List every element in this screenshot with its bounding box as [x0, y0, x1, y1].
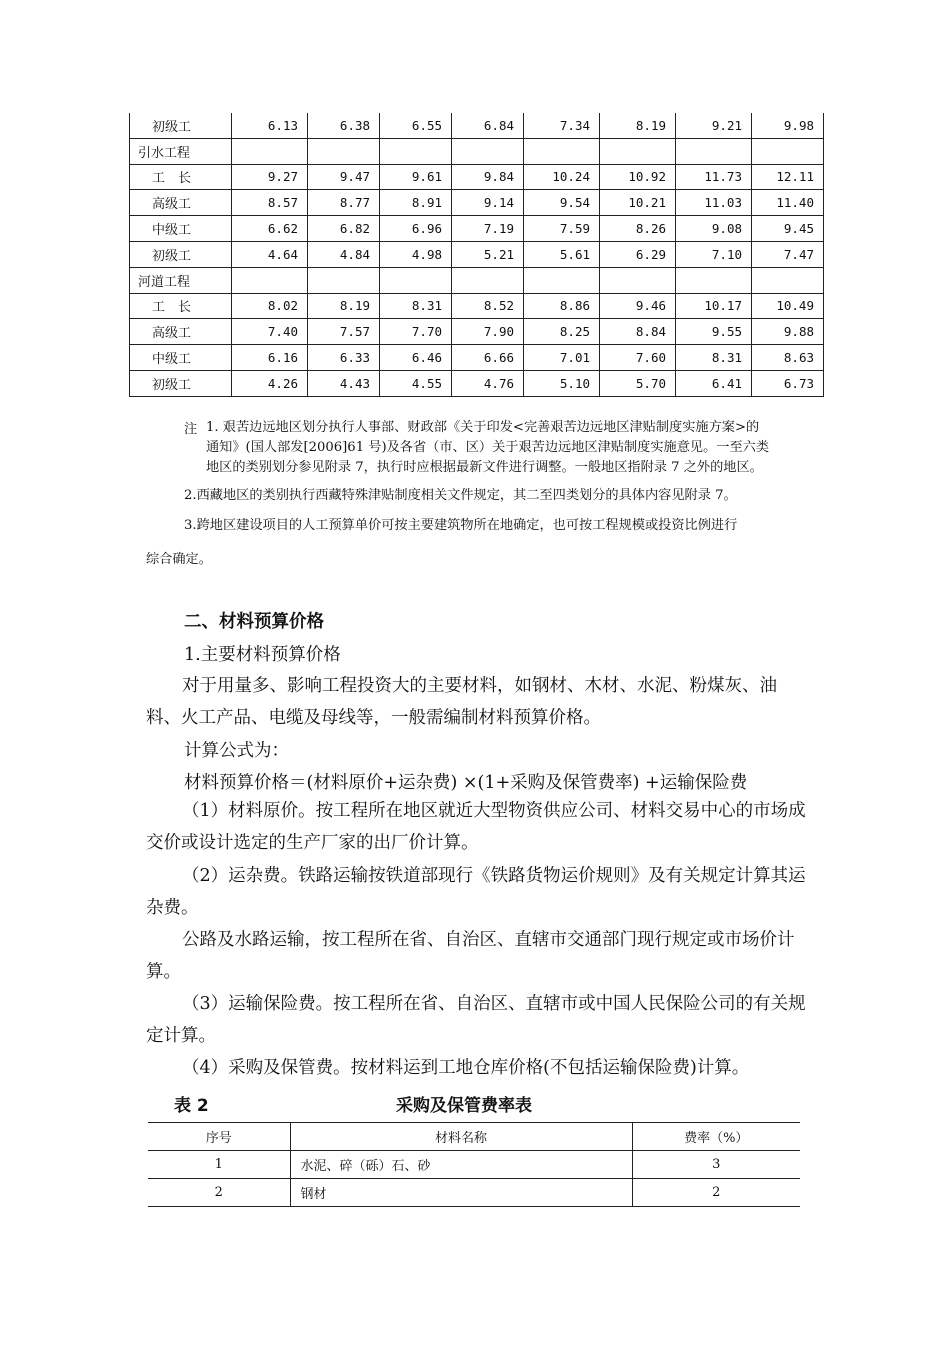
empty-cell	[232, 267, 308, 293]
table-cell: 6.29	[600, 241, 676, 267]
table-cell: 4.55	[380, 370, 452, 396]
section-heading: 二、材料预算价格	[184, 612, 324, 632]
table-title: 采购及保管费率表	[396, 1096, 532, 1116]
table-cell: 6.38	[308, 113, 380, 138]
table-cell: 9.54	[524, 190, 600, 216]
item-2: （2）运杂费。铁路运输按铁道部现行《铁路货物运价规则》及有关规定计算其运杂费。	[146, 866, 806, 918]
table-cell: 9.08	[676, 216, 752, 242]
table-cell: 7.47	[752, 241, 824, 267]
table-cell: 4.43	[308, 370, 380, 396]
table-row	[130, 370, 824, 396]
row-label: 高级工	[130, 319, 232, 345]
wage-rate-table	[129, 113, 824, 397]
table-cell: 4.98	[380, 241, 452, 267]
row-label: 工 长	[130, 293, 232, 319]
row-label: 初级工	[130, 113, 232, 138]
empty-cell	[752, 138, 824, 164]
table-cell: 9.61	[380, 164, 452, 190]
table-cell: 1	[148, 1151, 290, 1179]
table-cell: 9.14	[452, 190, 524, 216]
empty-cell	[524, 138, 600, 164]
table-cell: 8.86	[524, 293, 600, 319]
table-cell: 9.45	[752, 216, 824, 242]
item-2-continued: 公路及水路运输，按工程所在省、自治区、直辖市交通部门现行规定或市场价计算。	[146, 930, 795, 982]
table-cell: 7.34	[524, 113, 600, 138]
table-cell: 7.70	[380, 319, 452, 345]
table-cell: 7.40	[232, 319, 308, 345]
section-row	[130, 138, 824, 164]
note-prefix: 注	[184, 422, 198, 437]
table-cell: 10.49	[752, 293, 824, 319]
table-cell: 6.13	[232, 113, 308, 138]
table-cell: 3	[632, 1151, 800, 1179]
table-row	[130, 190, 824, 216]
note-1-line-1: 1. 艰苦边远地区划分执行人事部、财政部《关于印发<完善艰苦边远地区津贴制度实施方案>的	[206, 420, 760, 435]
table-cell: 4.76	[452, 370, 524, 396]
table-cell: 8.57	[232, 190, 308, 216]
item-1: （1）材料原价。按工程所在地区就近大型物资供应公司、材料交易中心的市场成交价或设计选定的生产厂家的出厂价计算。	[146, 801, 806, 853]
table-row	[130, 113, 824, 138]
note-3: 3.跨地区建设项目的人工预算单价可按主要建筑物所在地确定，也可按工程规模或投资比例进行	[184, 518, 738, 533]
empty-cell	[452, 138, 524, 164]
table-cell: 5.61	[524, 241, 600, 267]
table-cell: 6.66	[452, 345, 524, 371]
table-cell: 5.21	[452, 241, 524, 267]
table-cell: 8.25	[524, 319, 600, 345]
table-cell: 5.70	[600, 370, 676, 396]
table-cell: 9.47	[308, 164, 380, 190]
row-label: 初级工	[130, 370, 232, 396]
table-cell: 10.24	[524, 164, 600, 190]
empty-cell	[380, 267, 452, 293]
table-cell: 9.88	[752, 319, 824, 345]
empty-cell	[524, 267, 600, 293]
note-1-line-2: 通知》(国人部发[2006]61 号)及各省（市、区）关于艰苦边远地区津贴制度实施意见。一至六类	[206, 440, 770, 455]
table-cell: 8.19	[600, 113, 676, 138]
item-3: （3）运输保险费。按工程所在省、自治区、直辖市或中国人民保险公司的有关规定计算。	[146, 994, 806, 1046]
header-row	[148, 1123, 800, 1151]
table-cell: 10.17	[676, 293, 752, 319]
table-cell: 12.11	[752, 164, 824, 190]
table-cell: 6.41	[676, 370, 752, 396]
table-cell: 6.96	[380, 216, 452, 242]
row-label: 高级工	[130, 190, 232, 216]
table-cell: 10.21	[600, 190, 676, 216]
table-cell: 2	[148, 1179, 290, 1207]
empty-cell	[600, 267, 676, 293]
table-cell: 7.19	[452, 216, 524, 242]
formula: 材料预算价格＝(材料原价+运杂费) ×(1+采购及保管费率) +运输保险费	[184, 773, 748, 793]
table-label: 表 2	[174, 1096, 209, 1116]
table-cell: 8.02	[232, 293, 308, 319]
item-4: （4）采购及保管费。按材料运到工地仓库价格(不包括运输保险费)计算。	[182, 1058, 750, 1078]
table-cell: 8.52	[452, 293, 524, 319]
note-3-continuation: 综合确定。	[146, 552, 212, 567]
table-cell: 9.98	[752, 113, 824, 138]
column-header: 序号	[148, 1123, 290, 1151]
table-cell: 9.55	[676, 319, 752, 345]
formula-label: 计算公式为：	[184, 741, 289, 761]
empty-cell	[752, 267, 824, 293]
row-label: 工 长	[130, 164, 232, 190]
empty-cell	[452, 267, 524, 293]
table-cell: 8.77	[308, 190, 380, 216]
empty-cell	[380, 138, 452, 164]
table-cell: 水泥、碎（砾）石、砂	[290, 1151, 632, 1179]
row-label: 初级工	[130, 241, 232, 267]
note-2: 2.西藏地区的类别执行西藏特殊津贴制度相关文件规定，其二至四类划分的具体内容见附录 7。	[184, 488, 737, 503]
row-label: 引水工程	[130, 138, 232, 164]
table-cell: 8.26	[600, 216, 676, 242]
table-row	[130, 293, 824, 319]
table-cell: 8.91	[380, 190, 452, 216]
procurement-rate-table	[148, 1122, 800, 1207]
empty-cell	[232, 138, 308, 164]
table-cell: 7.60	[600, 345, 676, 371]
table-cell: 7.59	[524, 216, 600, 242]
subheading: 1.主要材料预算价格	[184, 645, 341, 665]
table-cell: 9.21	[676, 113, 752, 138]
column-header: 材料名称	[290, 1123, 632, 1151]
paragraph-1: 对于用量多、影响工程投资大的主要材料，如钢材、木材、水泥、粉煤灰、油料、火工产品、电缆及母线等，一般需编制材料预算价格。	[146, 676, 777, 728]
note-1-line-3: 地区的类别划分参见附录 7，执行时应根据最新文件进行调整。一般地区指附录 7 之外的地区。	[206, 460, 763, 475]
column-header: 费率（%）	[632, 1123, 800, 1151]
table-cell: 8.84	[600, 319, 676, 345]
table-cell: 11.03	[676, 190, 752, 216]
table-cell: 10.92	[600, 164, 676, 190]
table-cell: 6.62	[232, 216, 308, 242]
table-row	[130, 241, 824, 267]
table-cell: 5.10	[524, 370, 600, 396]
empty-cell	[676, 267, 752, 293]
table-cell: 9.27	[232, 164, 308, 190]
table-cell: 6.82	[308, 216, 380, 242]
table-cell: 9.84	[452, 164, 524, 190]
empty-cell	[676, 138, 752, 164]
table-cell: 4.26	[232, 370, 308, 396]
row-label: 河道工程	[130, 267, 232, 293]
table-cell: 6.46	[380, 345, 452, 371]
note-1	[206, 418, 810, 478]
table-cell: 7.57	[308, 319, 380, 345]
table-cell: 11.73	[676, 164, 752, 190]
table-cell: 8.63	[752, 345, 824, 371]
table-cell: 6.73	[752, 370, 824, 396]
table-cell: 6.55	[380, 113, 452, 138]
table-cell: 9.46	[600, 293, 676, 319]
table-row	[148, 1151, 800, 1179]
row-label: 中级工	[130, 216, 232, 242]
table-cell: 6.16	[232, 345, 308, 371]
table-cell: 8.31	[380, 293, 452, 319]
table-cell: 4.64	[232, 241, 308, 267]
table-cell: 8.31	[676, 345, 752, 371]
table-cell: 7.90	[452, 319, 524, 345]
table-cell: 7.10	[676, 241, 752, 267]
table-cell: 7.01	[524, 345, 600, 371]
empty-cell	[600, 138, 676, 164]
table-row	[130, 345, 824, 371]
table-cell: 2	[632, 1179, 800, 1207]
table-cell: 11.40	[752, 190, 824, 216]
table-cell: 6.33	[308, 345, 380, 371]
table-cell: 8.19	[308, 293, 380, 319]
table-row	[130, 216, 824, 242]
table-row	[130, 319, 824, 345]
empty-cell	[308, 267, 380, 293]
table-row	[130, 164, 824, 190]
table-cell: 钢材	[290, 1179, 632, 1207]
table-cell: 4.84	[308, 241, 380, 267]
row-label: 中级工	[130, 345, 232, 371]
table-row	[148, 1179, 800, 1207]
table-cell: 6.84	[452, 113, 524, 138]
section-row	[130, 267, 824, 293]
empty-cell	[308, 138, 380, 164]
